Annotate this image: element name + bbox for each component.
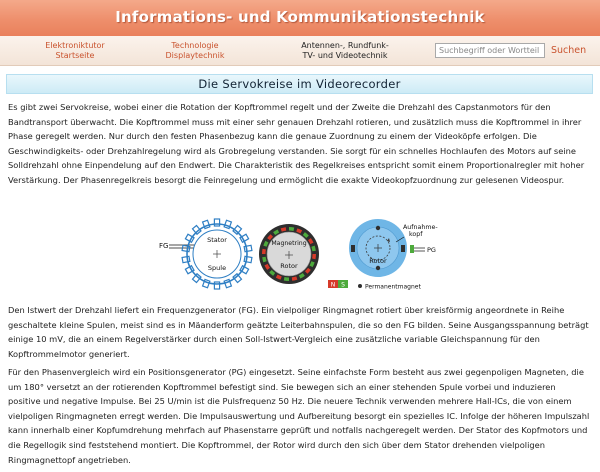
servo-diagram-figure [155,215,441,293]
magnetring-segment [289,227,294,231]
stator-label: Stator [207,236,227,244]
pg-magnet-bottom [376,266,380,270]
magnetring-label: Magnetring [271,240,307,247]
fg-label: FG [159,242,169,250]
page-title: Die Servokreise im Videorecorder [6,74,593,94]
permanentmagnet-symbol [358,284,362,288]
stator-coil-tooth [214,282,219,289]
permanentmagnet-label: Permanentmagnet [365,283,421,291]
rotor-label: Rotor [280,262,298,270]
magnetring-segment [312,254,316,259]
nav-current-line1: Antennen-, Rundfunk- [301,41,389,50]
magnet-north-label: N [330,281,336,289]
search-button[interactable]: Suchen [551,43,591,58]
paragraph-positionsgenerator: Für den Phasenvergleich wird ein Positionsgenerator (PG) eingesetzt. Seine einfachste Form besteht aus zwei gegenpoligen Magneten, die um 180° versetzt an der rotierenden Kopftrommel befestigt sind. Sie bewegen sich an einer stehenden Spule vorbei und induzieren positive und negative Impulse. Bei 25 U/min ist die Pulsfrequenz 50 Hz. Die neuere Technik verwenden mehrere Hall-ICs, die von einem vielpoligen Ringmagneten erregt werden. Die Impulsauswertung und Aufbereitung besorgt ein spezielles IC. Infolge der höheren Impulszahl kann innerhalb einer Kopfumdrehung mehrfach auf Phasenstarre geprüft und notfalls nachgeregelt werden. Der Stator des Kopfmotors und die Regellogik sind feststehend montiert. Die Kopftrommel, der Rotor wird durch den sich über dem Stator drehenden vielpoligen Ringmagnettopf angetrieben. [8,367,590,465]
site-header [0,0,600,36]
nav-link-line1: Technologie [171,41,219,50]
aufnahmekopf-label-line2: kopf [409,231,423,238]
nav-current-section [280,41,410,61]
nav-current-line2: TV- und Videotechnik [302,51,388,60]
magnetring-segment [284,277,289,281]
pg-magnet-top [376,226,380,230]
site-title: Informations- und Kommunikationstechnik [115,8,485,26]
nav-link-line2: Displaytechnik [165,51,225,60]
search-input[interactable] [435,43,545,58]
nav-link-line1: Elektroniktutor [45,41,105,50]
pg-pickup-coil [410,245,414,253]
pg-label: PG [427,246,436,254]
nav-link-line2: Startseite [55,51,95,60]
rotor2-label: Rotor [369,257,387,265]
servo-diagram [155,215,441,293]
video-head-left [351,245,355,252]
magnetring-segment [262,249,266,254]
magnet-south-label: S [341,281,345,289]
video-head-right [401,245,405,252]
nav-link-elektroniktutor[interactable] [20,41,130,61]
spule-label: Spule [207,264,227,272]
paragraph-frequenzgenerator: Den Istwert der Drehzahl liefert ein Frequenzgenerator (FG). Ein vielpoliger Ringmagnet rotiert über kreisförmig angeordnete in Reihe geschaltete kleine Spulen, meist sind es in Mäanderform geätzte Leiterbahnspulen, die so den FG bilden. Seine Ausgangsspannung beträgt einige 10 mV, die an einem Regelverstärker durch einen Soll-Istwert-Vergleich eine zusätzliche variable Gleichspannung für den Kopftrommelmotor generiert. [8,305,589,359]
aufnahmekopf-label-line1: Aufnahme- [403,224,438,231]
stator-coil-tooth [214,219,219,226]
paragraph-servokreise: Es gibt zwei Servokreise, wobei einer die Rotation der Kopftrommel regelt und der Zweite die Drehzahl des Capstanmotors für den Bandtransport überwacht. Die Kopftrommel muss mit einer sehr genauen Drehzahl rotieren, und zusätzlich muss die Kopftrommel in ihrer Phase geregelt werden. Nur durch den festen Phasenbezug kann die genaue Zuordnung zu einem der Videoköpfe erfolgen. Die Geschwindigkeits- oder Drehzahlregelung wird als Grobregelung verstanden. Sie sorgt für ein schnelles Hochlaufen des Motors auf seine Solldrehzahl ohne Einpendelung auf den Endwert. Die Charakteristik des Regelkreises entspricht somit einem Proportionalregler mit hoher Verstärkung. Der Phasenregelkreis besorgt die Feinregelung und ermöglicht die exakte Videokopfzuordnung zur gelesenen Videospur. [8,102,585,185]
nav-link-technologie[interactable] [140,41,250,61]
